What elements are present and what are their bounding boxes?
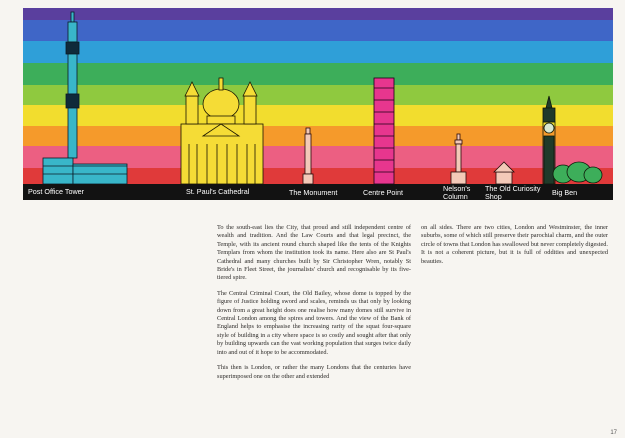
label-the-monument: The Monument xyxy=(289,188,338,197)
label-old-curiosity-shop: The Old Curiosity Shop xyxy=(485,184,541,201)
label-centre-point: Centre Point xyxy=(363,188,403,197)
label-post-office-tower: Post Office Tower xyxy=(28,187,85,196)
post-office-tower-icon xyxy=(43,12,127,184)
nelsons-column-icon xyxy=(451,134,466,184)
label-big-ben: Big Ben xyxy=(552,188,578,197)
label-nelsons-column: Nelson's Column xyxy=(443,184,471,201)
paragraph: This then is London, or rather the many Londons that the centuries have superimposed one on the other and extended xyxy=(217,364,411,380)
landmark-labels-bar xyxy=(23,184,613,200)
text-column-right xyxy=(421,224,608,273)
paragraph: To the south-east lies the City, that proud and still independent centre of wealth and tradition. And the Law Courts and that legal precinct, the Temple, with its ancient round church shaped like the tents of the Knights Templars from whom the institution took its name. Here also are St Paul's Cathedral and many churches built by Sir Christopher Wren, notably St Bride's in Fleet Street, the journalists' church and recognisable by its five-tiered spire. xyxy=(217,224,411,282)
big-ben-icon xyxy=(543,96,602,184)
paragraph: The Central Criminal Court, the Old Bailey, whose dome is topped by the figure of Justice holding sword and scales, reminds us that only by looking down from a great height does one realise how many domes still survive in Central London among the spires and towers. And the view of the Bank of England helps to emphasise the increasing rarity of the squat four-square style of building in a city where space is so costly and sought after that only by building upwards can the vast working population that surges twice daily into and out of it hope to be accommodated. xyxy=(217,289,411,356)
the-monument-icon xyxy=(303,128,313,184)
centre-point-icon xyxy=(374,78,394,184)
text-column-left xyxy=(217,224,411,388)
skyline xyxy=(23,8,613,200)
label-st-pauls-cathedral: St. Paul's Cathedral xyxy=(186,187,250,196)
old-curiosity-shop-icon xyxy=(494,162,514,184)
st-pauls-cathedral-icon xyxy=(181,78,263,184)
page-number: 17 xyxy=(610,430,617,436)
paragraph: on all sides. There are two cities, London and Westminster, the inner suburbs, some of which still preserve their parochial charm, and the outer circle of towns that London has swallowed but never completely digested. It is not a coherent picture, but it is full of oddities and unexpected beauties. xyxy=(421,224,608,265)
rainbow-banner xyxy=(23,8,613,200)
